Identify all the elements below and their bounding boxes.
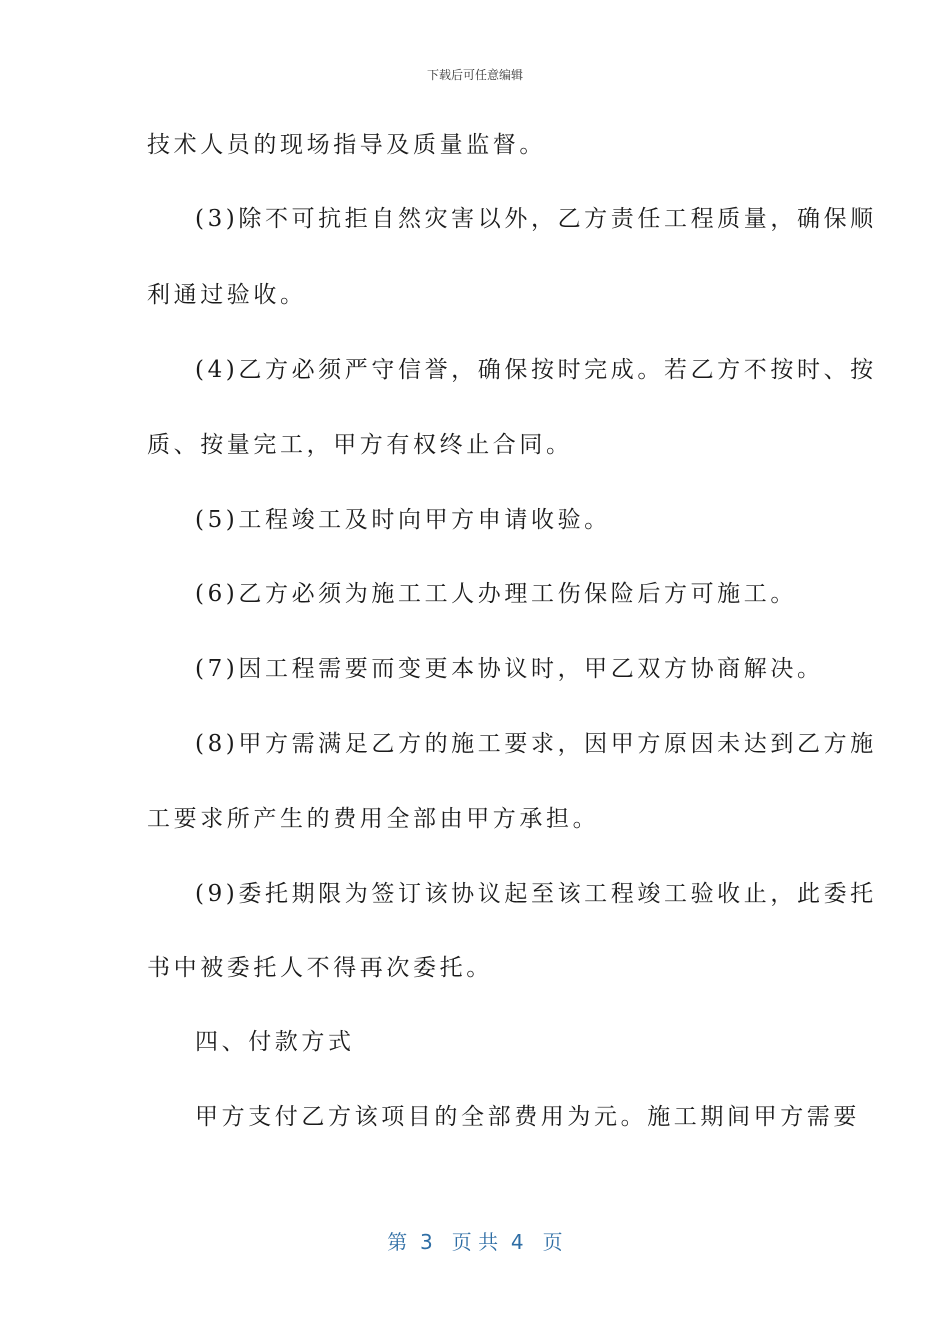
body-line: 技术人员的现场指导及质量监督。 bbox=[147, 132, 546, 158]
body-line: 利通过验收。 bbox=[147, 282, 307, 308]
header-note: 下载后可任意编辑 bbox=[426, 68, 523, 82]
body-line: (6)乙方必须为施工工人办理工伤保险后方可施工。 bbox=[195, 581, 797, 607]
body-line: (8)甲方需满足乙方的施工要求，因甲方原因未达到乙方施 bbox=[195, 731, 877, 757]
page-number-footer: 第 3 页 共 4 页 bbox=[387, 1230, 563, 1254]
body-line: 书中被委托人不得再次委托。 bbox=[147, 955, 493, 981]
body-line: 工要求所产生的费用全部由甲方承担。 bbox=[147, 806, 600, 832]
body-line: (5)工程竣工及时向甲方申请收验。 bbox=[195, 507, 611, 533]
section-heading: 四、付款方式 bbox=[195, 1029, 355, 1055]
body-line: (7)因工程需要而变更本协议时，甲乙双方协商解决。 bbox=[195, 656, 824, 682]
body-line: (4)乙方必须严守信誉，确保按时完成。若乙方不按时、按 bbox=[195, 357, 877, 383]
body-line: 质、按量完工，甲方有权终止合同。 bbox=[147, 432, 573, 458]
body-line: 甲方支付乙方该项目的全部费用为元。施工期间甲方需要 bbox=[195, 1104, 860, 1130]
body-line: (3)除不可抗拒自然灾害以外，乙方责任工程质量，确保顺 bbox=[195, 206, 877, 232]
body-line: (9)委托期限为签订该协议起至该工程竣工验收止，此委托 bbox=[195, 881, 877, 907]
